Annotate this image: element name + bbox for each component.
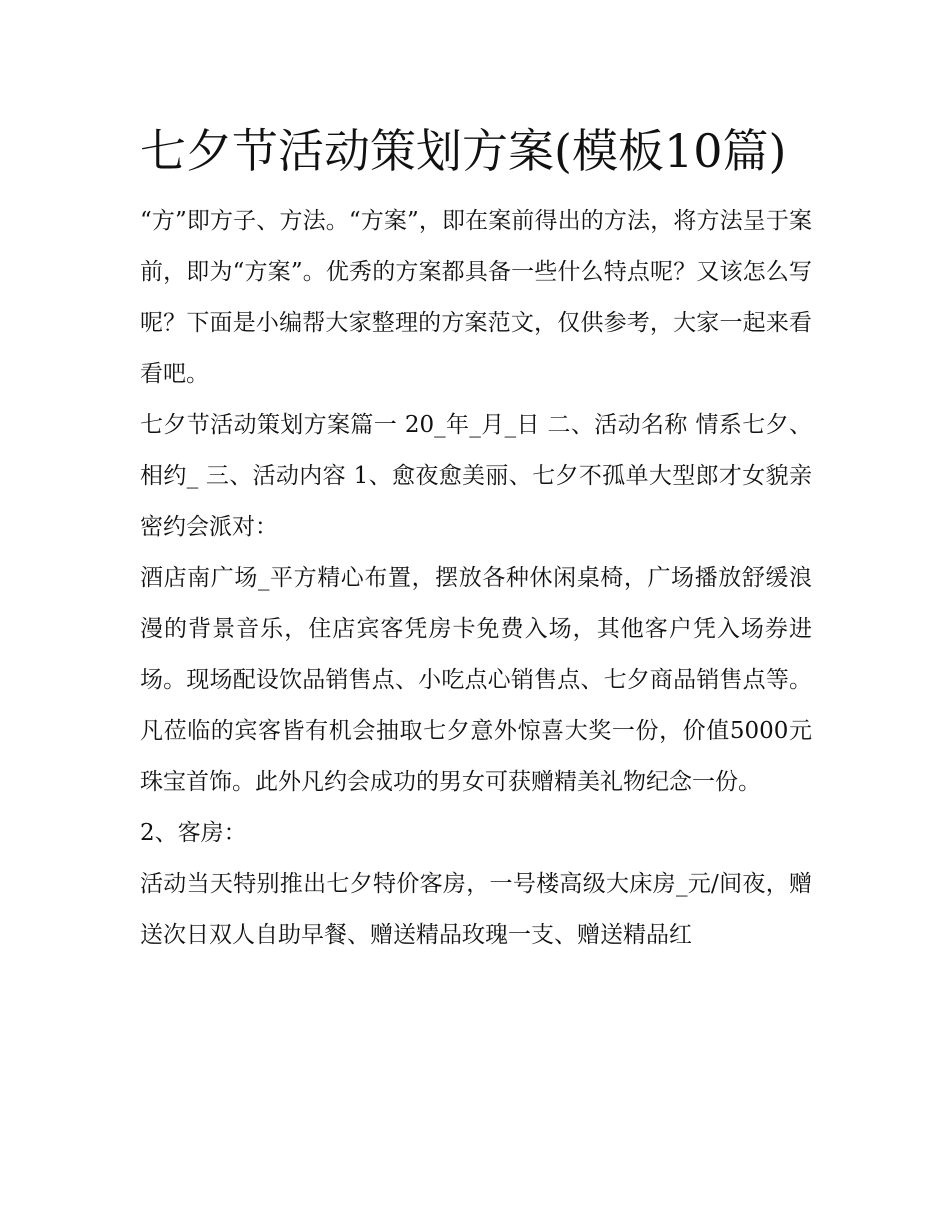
section-one-paragraph: 七夕节活动策划方案篇一 20_年_月_日 二、活动名称 情系七夕、相约_ 三、活动内容 1、愈夜愈美丽、七夕不孤单大型郎才女貌亲密约会派对： <box>140 412 812 540</box>
document-page <box>140 112 812 961</box>
guest-room-paragraph: 活动当天特别推出七夕特价客房，一号楼高级大床房_元/间夜，赠送次日双人自助早餐、赠送精品玫瑰一支、赠送精品红 <box>140 871 812 948</box>
document-title: 七夕节活动策划方案(模板10篇) <box>140 124 787 178</box>
guest-room-heading: 2、客房： <box>140 820 247 846</box>
intro-paragraph: “方”即方子、方法。“方案”，即在案前得出的方法，将方法呈于案前，即为“方案”。优秀的方案都具备一些什么特点呢？又该怎么写呢？下面是小编帮大家整理的方案范文，仅供参考，大家一起来看看吧。 <box>140 208 812 387</box>
venue-paragraph: 酒店南广场_平方精心布置，摆放各种休闲桌椅，广场播放舒缓浪漫的背景音乐，住店宾客凭房卡免费入场，其他客户凭入场券进场。现场配设饮品销售点、小吃点心销售点、七夕商品销售点等。凡莅临的宾客皆有机会抽取七夕意外惊喜大奖一份，价值5000元珠宝首饰。此外凡约会成功的男女可获赠精美礼物纪念一份。 <box>140 565 812 795</box>
